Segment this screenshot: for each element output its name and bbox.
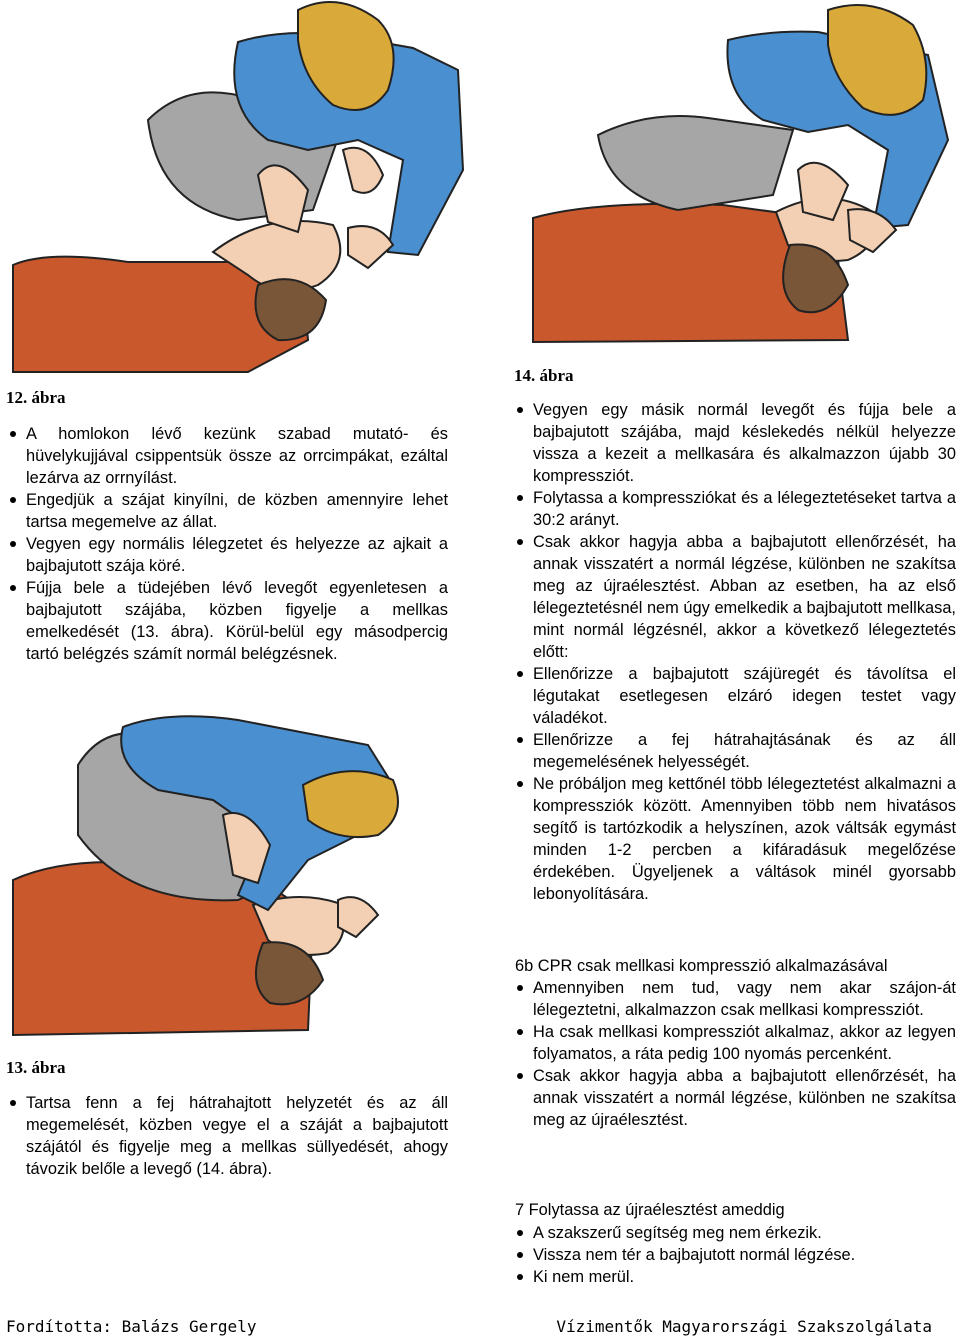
figure-13-illustration <box>8 705 468 1045</box>
list-item: Engedjük a szájat kinyílni, de közben amennyire lehet tartsa megemelve az állat. <box>8 489 448 533</box>
list-item: Amennyiben nem tud, vagy nem akar szájon-át lélegeztetni, alkalmazzon csak mellkasi kompressziót. <box>515 977 956 1021</box>
list-item: Ha csak mellkasi kompressziót alkalmaz, akkor az legyen folyamatos, a ráta pedig 100 nyomás percenként. <box>515 1021 956 1065</box>
list-item: A szakszerű segítség meg nem érkezik. <box>515 1222 956 1244</box>
figure-12-caption: 12. ábra <box>6 388 66 407</box>
list-item: Ki nem merül. <box>515 1266 956 1288</box>
list-item: Ellenőrizze a fej hátrahajtásának és az áll megemelésének helyességét. <box>515 729 956 773</box>
list-item: Csak akkor hagyja abba a bajbajutott ellenőrzését, ha annak visszatért a normál légzése, különben ne szakítsa meg az újraélesztést. <box>515 1065 956 1131</box>
list-item: Ellenőrizze a bajbajutott szájüregét és távolítsa el légutakat esetlegesen elzáró idegen testet vagy váladékot. <box>515 663 956 729</box>
figure-12-instructions <box>8 423 448 665</box>
footer-organization: Vízimentők Magyarországi Szakszolgálata <box>556 1317 932 1336</box>
list-item: A homlokon lévő kezünk szabad mutató- és hüvelykujjával csippentsük össze az orrcimpákat, ezáltal lezárva az orrnyílást. <box>8 423 448 489</box>
list-item: Vegyen egy normális lélegzetet és helyezze az ajkait a bajbajutott szája köré. <box>8 533 448 577</box>
figure-13-caption: 13. ábra <box>6 1058 66 1077</box>
list-item: Vegyen egy másik normál levegőt és fújja bele a bajbajutott szájába, majd késlekedés nélkül helyezze vissza a kezeit a mellkasára és alkalmazzon újabb 30 kompressziót. <box>515 399 956 487</box>
list-item: Tartsa fenn a fej hátrahajtott helyzetét és az áll megemelését, közben vegye el a száját a bajbajutott szájától és figyelje meg a mellkas süllyedését, ahogy távozik belőle a levegő (14. ábra). <box>8 1092 448 1180</box>
section-7-list <box>515 1222 956 1288</box>
list-item: Ne próbáljon meg kettőnél több lélegeztetést alkalmazni a kompressziók között. Amennyiben több nem hivatásos segítő is tartózkodik a helyszínen, azok váltsák egymást minden 1-2 percben a kifáradásuk megelőzése érdekében. Ügyeljenek a váltások minél gyorsabb lebonyolítására. <box>515 773 956 905</box>
footer-translator: Fordította: Balázs Gergely <box>6 1317 257 1336</box>
section-6b-list <box>515 977 956 1131</box>
figure-14-instructions <box>515 399 956 905</box>
list-item: Csak akkor hagyja abba a bajbajutott ellenőrzését, ha annak visszatért a normál légzése, különben ne szakítsa meg az újraélesztést. Abban az esetben, ha az első lélegeztetésnél nem úgy emelkedik a bajbajutott mellkasa, mint normál légzésnél, akkor a következő lélegeztetés előtt: <box>515 531 956 663</box>
section-6b-heading: 6b CPR csak mellkasi kompresszió alkalmazásával <box>515 957 888 975</box>
list-item: Vissza nem tér a bajbajutott normál légzése. <box>515 1244 956 1266</box>
figure-14-illustration <box>528 0 958 360</box>
figure-12-illustration <box>8 0 468 380</box>
list-item: Fújja bele a tüdejében lévő levegőt egyenletesen a bajbajutott szájába, közben figyelje a mellkas emelkedését (13. ábra). Körül-belül egy másodpercig tartó belégzés számít normál belégzésnek. <box>8 577 448 665</box>
figure-14-caption: 14. ábra <box>514 366 574 385</box>
section-7-heading: 7 Folytassa az újraélesztést ameddig <box>515 1201 785 1219</box>
figure-13-instructions <box>8 1092 448 1180</box>
list-item: Folytassa a kompressziókat és a lélegeztetéseket tartva a 30:2 arányt. <box>515 487 956 531</box>
